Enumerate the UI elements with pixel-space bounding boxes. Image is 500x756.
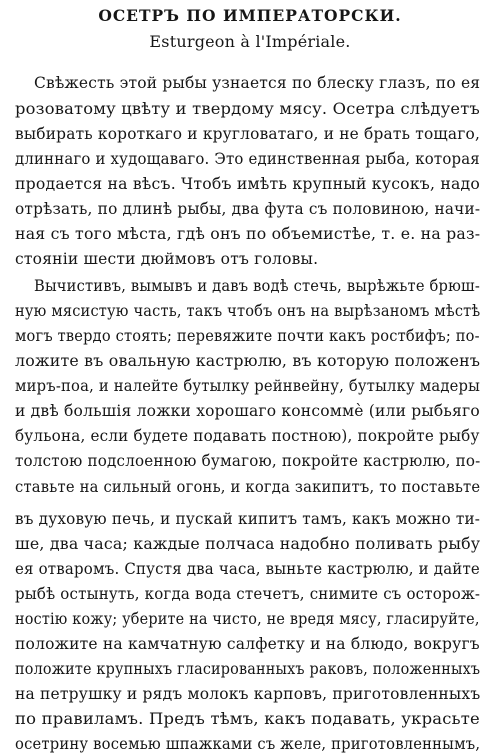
text-line: толстою подслоенною бумагою, покройте кастрюлю, по-	[15, 452, 481, 470]
text-line: выбирать короткаго и кругловатаго, и не брать тощаго,	[15, 125, 481, 143]
text-line: стояніи шести дюймовъ отъ головы.	[15, 250, 319, 268]
text-line: ше, два часа; каждые полчаса надобно поливать рыбу	[15, 535, 481, 553]
text-line: и двѣ большія ложки хорошаго консоммѐ (или рыбьяго	[15, 402, 480, 420]
text-line: розоватому цвѣту и твердому мясу. Осетра слѣдуетъ	[15, 100, 481, 118]
recipe-title-russian: ОСЕТРЪ ПО ИМПЕРАТОРСКИ.	[98, 6, 402, 25]
text-line: положите на камчатную салфетку и на блюдо, вокругъ	[15, 635, 480, 653]
text-line: на петрушку и рядъ молокъ карповъ, приготовленныхъ	[15, 685, 481, 703]
text-line: ную мясистую часть, такъ чтобъ онъ на вырѣзаномъ мѣстѣ	[15, 302, 481, 320]
text-line: ложите въ овальную кастрюлю, въ которую положенъ	[15, 352, 481, 370]
text-line: осетрину восемью шпажками съ желе, приготовленнымъ,	[15, 735, 481, 753]
recipe-title-french: Esturgeon à l'Impériale.	[149, 32, 351, 51]
text-line: Вычистивъ, вымывъ и давъ водѣ стечь, вырѣжьте брюш-	[34, 277, 481, 295]
text-line: Свѣжесть этой рыбы узнается по блеску глазъ, по ея	[34, 74, 481, 92]
text-line: отрѣзать, по длинѣ рыбы, два фута съ половиною, начи-	[15, 200, 481, 218]
text-line: въ духовую печь, и пускай кипитъ тамъ, какъ можно ти-	[15, 510, 481, 528]
text-line: миръ-поа, и налейте бутылку рейнвейну, бутылку мадеры	[15, 377, 481, 395]
text-line: ея отваромъ. Спустя два часа, выньте кастрюлю, и дайте	[15, 560, 480, 578]
text-line: длиннаго и худощаваго. Это единственная рыба, которая	[15, 150, 480, 168]
text-line: по правиламъ. Предъ тѣмъ, какъ подавать, украсьте	[15, 710, 480, 728]
text-line: ная съ того мѣста, гдѣ онъ по объемистѣе, т. е. на раз-	[15, 225, 481, 243]
text-line: могъ твердо стоять; перевяжите почти какъ ростбифъ; по-	[15, 327, 480, 345]
text-line: ностію кожу; уберите на чисто, не вредя мясу, гласируйте,	[15, 610, 480, 628]
text-line: продается на вѣсъ. Чтобъ имѣть крупный кусокъ, надо	[15, 175, 481, 193]
text-line: положите крупныхъ гласированныхъ раковъ, положенныхъ	[15, 660, 481, 678]
text-line: рыбѣ остынуть, когда вода стечетъ, снимите съ осторож-	[15, 585, 481, 603]
text-line: бульона, если будете подавать постною), покройте рыбу	[15, 427, 480, 445]
text-line: ставьте на сильный огонь, и когда закипитъ, то поставьте	[15, 478, 481, 496]
